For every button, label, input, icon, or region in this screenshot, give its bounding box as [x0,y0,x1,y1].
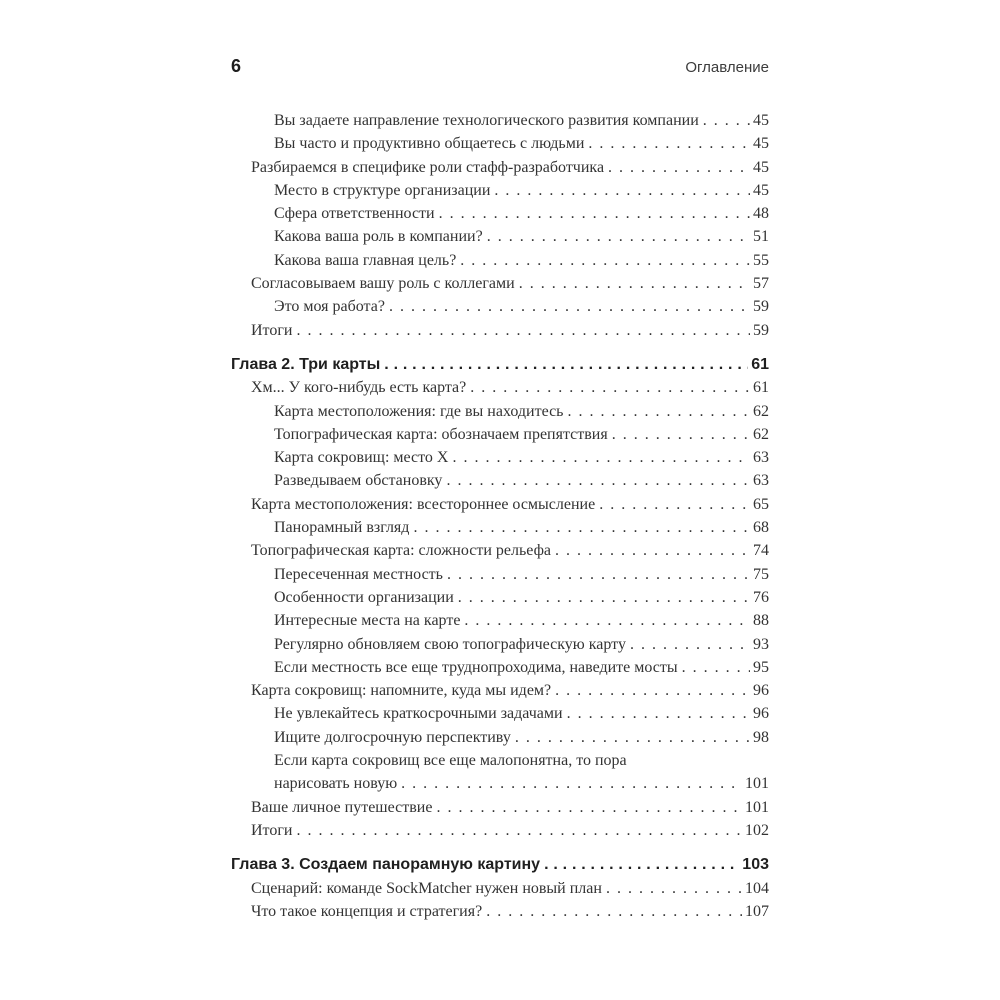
toc-entry-row [231,423,769,446]
toc-entry-text: Если местность все еще труднопроходима, наведите мосты [274,658,678,676]
toc-entry-text: Сфера ответственности [274,205,435,223]
toc-entry-row [231,633,769,656]
page-header [231,56,769,77]
toc-entry-text: Ищите долгосрочную перспективу [274,728,511,746]
toc-entry-text: Хм... У кого-нибудь есть карта? [251,379,467,397]
dot-leader [612,423,750,446]
toc-entry-text: Карта сокровищ: место X [274,449,449,467]
toc-page-number: 75 [753,565,769,583]
toc-entry-row [231,446,769,469]
toc-page-number: 61 [753,379,769,397]
dot-leader [494,179,750,202]
toc-page-number: 102 [745,821,769,839]
dot-leader [384,353,748,376]
dot-leader [464,609,750,632]
toc-page-number: 98 [753,728,769,746]
toc-entry-row [231,179,769,202]
toc-entry-text: Топографическая карта: сложности рельефа [251,542,552,560]
toc-entry-text: Глава 2. Три карты [231,355,381,373]
toc-entry-row [231,877,769,900]
toc-page-number: 96 [753,705,769,723]
toc-entry-text: Не увлекайтесь краткосрочными задачами [274,705,563,723]
dot-leader [630,633,750,656]
dot-leader [487,225,750,248]
toc-entry-text: Разбираемся в специфике роли стафф-разработчика [251,158,605,176]
dot-leader [515,726,750,749]
toc-entry-row [231,586,769,609]
dot-leader [567,400,750,423]
toc-entry-row [231,609,769,632]
toc-entry-continuation [231,749,769,772]
toc-entry-text: Какова ваша главная цель? [274,251,457,269]
toc-entry-text: Пересеченная местность [274,565,443,583]
dot-leader [588,132,750,155]
dot-leader [544,853,739,876]
toc-entry-row [231,819,769,842]
toc-entry-row [231,900,769,923]
dot-leader [447,563,750,586]
dot-leader [567,702,750,725]
toc-page-number: 74 [753,542,769,560]
toc-entry-text: Что такое концепция и стратегия? [251,902,483,920]
toc-entry-text: Вы часто и продуктивно общаетесь с людьми [274,135,585,153]
toc-entry-row [231,202,769,225]
toc-entry-row [231,400,769,423]
dot-leader [296,819,742,842]
dot-leader [296,319,750,342]
toc-entry-row [231,772,769,795]
toc-page-number: 51 [753,228,769,246]
table-of-contents [231,109,769,923]
toc-entry-row [231,679,769,702]
toc-page-number: 45 [753,112,769,129]
dot-leader [460,249,750,272]
toc-page-number: 95 [753,658,769,676]
toc-entry-text: Итоги [251,321,293,339]
toc-page-number: 59 [753,298,769,316]
toc-entry-text: Карта местоположения: где вы находитесь [274,402,564,420]
dot-leader [413,516,750,539]
toc-page-number: 48 [753,205,769,223]
toc-page-number: 61 [751,355,769,373]
toc-page-number: 55 [753,251,769,269]
dot-leader [555,539,750,562]
toc-entry-row [231,109,769,132]
dot-leader [470,376,750,399]
toc-page-number: 107 [745,902,769,920]
toc-entry-row [231,156,769,179]
toc-entry-row [231,295,769,318]
toc-entry-text: Ваше личное путешествие [251,798,433,816]
toc-page-number: 59 [753,321,769,339]
toc-entry-text: Разведываем обстановку [274,472,443,490]
dot-leader [682,656,750,679]
toc-entry-row [231,319,769,342]
dot-leader [703,109,750,132]
toc-entry-text: Панорамный взгляд [274,519,410,537]
toc-entry-row [231,656,769,679]
toc-page-number: 57 [753,275,769,293]
toc-entry-row [231,469,769,492]
toc-entry-text: Глава 3. Создаем панорамную картину [231,856,541,874]
toc-page-number: 65 [753,495,769,513]
toc-entry-text: Особенности организации [274,588,454,606]
toc-chapter-row [231,353,769,376]
toc-entry-row [231,516,769,539]
toc-page-number: 103 [742,856,769,874]
page-content [231,56,769,923]
toc-page-number: 62 [753,425,769,443]
toc-entry-text: Вы задаете направление технологического развития компании [274,112,699,129]
toc-entry-text: Карта сокровищ: напомните, куда мы идем? [251,682,552,700]
toc-entry-text: Интересные места на карте [274,612,461,630]
toc-entry-row [231,796,769,819]
toc-entry-text: нарисовать новую [274,775,398,793]
dot-leader [555,679,750,702]
dot-leader [599,493,750,516]
toc-entry-text: Регулярно обновляем свою топографическую карту [274,635,626,653]
toc-chapter-row [231,853,769,876]
dot-leader [519,272,750,295]
dot-leader [608,156,750,179]
dot-leader [436,796,742,819]
dot-leader [486,900,742,923]
toc-entry-row [231,539,769,562]
toc-page-number: 62 [753,402,769,420]
dot-leader [452,446,750,469]
toc-entry-row [231,272,769,295]
toc-page-number: 104 [745,879,769,897]
toc-entry-row [231,225,769,248]
toc-page-number: 76 [753,588,769,606]
dot-leader [446,469,750,492]
toc-page-number: 68 [753,519,769,537]
dot-leader [458,586,750,609]
toc-page-number: 63 [753,472,769,490]
toc-page-number: 96 [753,682,769,700]
toc-page-number: 45 [753,135,769,153]
dot-leader [401,772,742,795]
toc-entry-text: Карта местоположения: всестороннее осмысление [251,495,596,513]
toc-page-number: 88 [753,612,769,630]
toc-entry-row [231,132,769,155]
toc-page-number: 45 [753,181,769,199]
dot-leader [389,295,750,318]
toc-entry-text: Какова ваша роль в компании? [274,228,483,246]
page-number: 6 [231,56,242,76]
dot-leader [606,877,742,900]
toc-page-number: 63 [753,449,769,467]
toc-entry-text: Итоги [251,821,293,839]
toc-entry-text: Сценарий: команде SockMatcher нужен новый план [251,879,602,897]
toc-entry-row [231,563,769,586]
toc-entry-text: Это моя работа? [274,298,385,316]
toc-entry-text: Топографическая карта: обозначаем препятствия [274,425,608,443]
toc-entry-row [231,249,769,272]
toc-entry-text: Если карта сокровищ все еще малопонятна, то пора [274,752,627,770]
toc-entry-row [231,493,769,516]
toc-entry-row [231,376,769,399]
running-header: Оглавление [685,59,769,76]
toc-page-number: 101 [745,798,769,816]
toc-page-number: 101 [745,775,769,793]
dot-leader [439,202,750,225]
toc-page-number: 93 [753,635,769,653]
toc-entry-text: Место в структуре организации [274,181,491,199]
toc-entry-row [231,702,769,725]
toc-page-number: 45 [753,158,769,176]
toc-entry-row [231,726,769,749]
toc-entry-text: Согласовываем вашу роль с коллегами [251,275,515,293]
